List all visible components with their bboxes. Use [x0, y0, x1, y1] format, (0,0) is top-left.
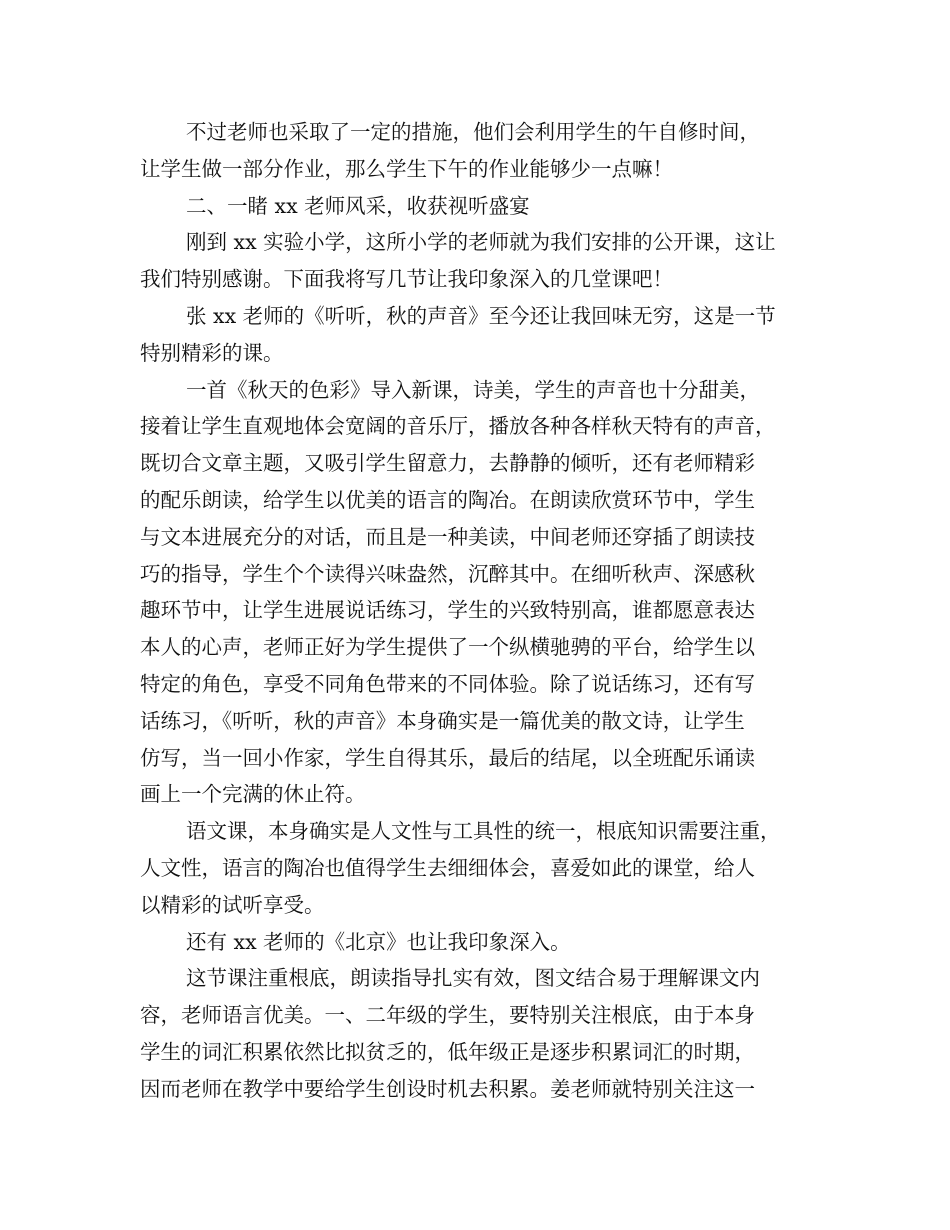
text-line: 语文课，本身确实是人文性与工具性的统一，根底知识需要注重，	[186, 819, 781, 844]
text-line: 以精彩的试听享受。	[140, 892, 325, 917]
text-line: 张 xx 老师的《听听，秋的声音》至今还让我回味无穷，这是一节	[186, 303, 776, 328]
text-line: 人文性，语言的陶冶也值得学生去细细体会，喜爱如此的课堂，给人	[140, 855, 755, 880]
text-line: 本人的心声，老师正好为学生提供了一个纵横驰骋的平台，给学生以	[140, 635, 755, 660]
text-line: 让学生做一部分作业，那么学生下午的作业能够少一点嘛！	[140, 156, 673, 181]
text-line: 特定的角色，享受不同角色带来的不同体验。除了说话练习，还有写	[140, 671, 755, 696]
text-line: 趣环节中，让学生进展说话练习，学生的兴致特别高，谁都愿意表达	[140, 598, 755, 623]
text-line: 画上一个完满的休止符。	[140, 782, 366, 807]
text-line: 特别精彩的课。	[140, 340, 284, 365]
text-line: 的配乐朗读，给学生以优美的语言的陶冶。在朗读欣赏环节中，学生	[140, 487, 755, 512]
text-line: 这节课注重根底，朗读指导扎实有效，图文结合易于理解课文内	[186, 966, 760, 991]
text-line: 仿写，当一回小作家，学生自得其乐，最后的结尾，以全班配乐诵读	[140, 745, 755, 770]
text-line: 我们特别感谢。下面我将写几节让我印象深入的几堂课吧！	[140, 267, 673, 292]
text-line: 学生的词汇积累依然比拟贫乏的，低年级正是逐步积累词汇的时期，	[140, 1039, 755, 1064]
text-line: 话练习，《听听，秋的声音》本身确实是一篇优美的散文诗，让学生	[140, 708, 745, 733]
text-line: 还有 xx 老师的《北京》也让我印象深入。	[186, 929, 571, 954]
text-line: 与文本进展充分的对话，而且是一种美读，中间老师还穿插了朗读技	[140, 524, 755, 549]
section-heading: 二、一睹 xx 老师风采，收获视听盛宴	[186, 193, 530, 218]
document-body	[140, 114, 830, 1108]
text-line: 巧的指导，学生个个读得兴味盎然，沉醉其中。在细听秋声、深感秋	[140, 561, 755, 586]
text-line: 刚到 xx 实验小学，这所小学的老师就为我们安排的公开课，这让	[186, 230, 776, 255]
text-line: 接着让学生直观地体会宽阔的音乐厅，播放各种各样秋天特有的声音，	[140, 414, 776, 439]
text-line: 一首《秋天的色彩》导入新课，诗美，学生的声音也十分甜美，	[186, 377, 760, 402]
text-line: 不过老师也采取了一定的措施，他们会利用学生的午自修时间，	[186, 120, 760, 144]
text-line: 既切合文章主题，又吸引学生留意力，去静静的倾听，还有老师精彩	[140, 451, 755, 476]
text-line: 因而老师在教学中要给学生创设时机去积累。姜老师就特别关注这一	[140, 1076, 755, 1101]
text-line: 容，老师语言优美。一、二年级的学生，要特别关注根底，由于本身	[140, 1003, 755, 1028]
